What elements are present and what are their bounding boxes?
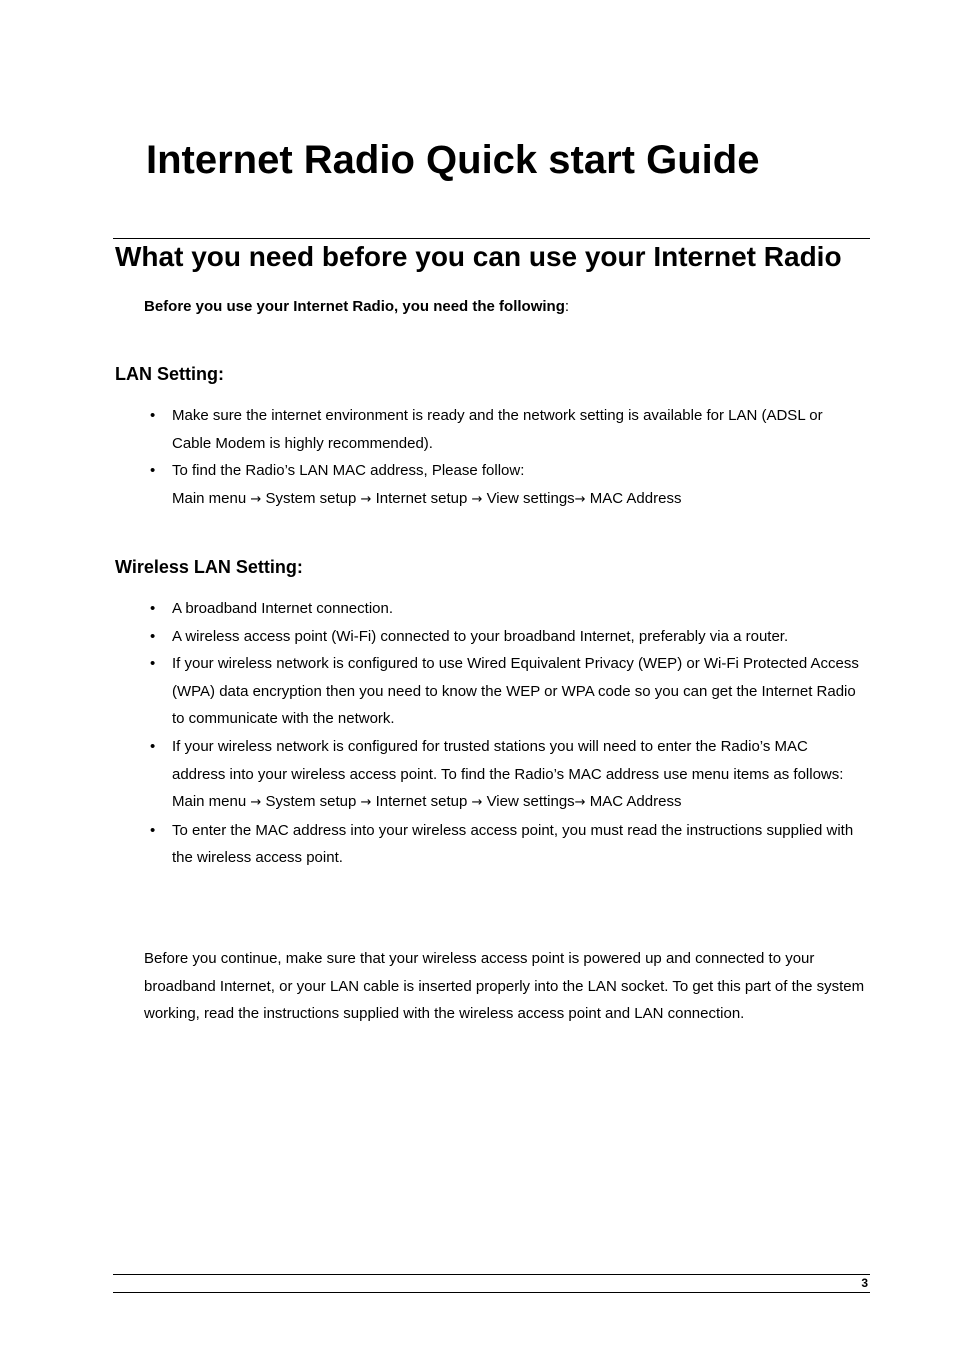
- intro-text: Before you use your Internet Radio, you need the following: [144, 298, 565, 315]
- section-title: What you need before you can use your Internet Radio: [115, 241, 842, 272]
- document-title: Internet Radio Quick start Guide: [146, 138, 760, 182]
- lan-requirements-list: [150, 402, 865, 513]
- bullet-icon: •: [150, 655, 156, 673]
- list-item-text: To enter the MAC address into your wireless access point, you must read the instructions supplied with the wireless access point.: [172, 821, 854, 867]
- menu-path-step: Main menu: [172, 793, 247, 811]
- list-item: [150, 402, 865, 457]
- bullet-icon: •: [150, 737, 156, 755]
- menu-path-step: System setup: [265, 489, 357, 507]
- intro-line: [144, 297, 569, 317]
- arrow-right-icon: →: [250, 795, 262, 811]
- menu-path-step: Internet setup: [375, 793, 468, 811]
- arrow-right-icon: →: [360, 491, 372, 507]
- arrow-right-icon: →: [471, 795, 483, 811]
- section-divider: [113, 238, 870, 239]
- list-item: [150, 733, 865, 817]
- list-item: [150, 650, 865, 733]
- closing-paragraph: Before you continue, make sure that your wireless access point is powered up and connected to your broadband Internet, or your LAN cable is inserted properly into the LAN socket. To get this part of the system working, read the instructions supplied with the wireless access point and LAN connection.: [144, 950, 865, 1023]
- list-item: [150, 595, 865, 623]
- wireless-lan-setting-heading: Wireless LAN Setting:: [115, 557, 303, 577]
- bullet-icon: •: [150, 600, 156, 617]
- list-item-text: If your wireless network is configured to use Wired Equivalent Privacy (WEP) or Wi-Fi Protected Access (WPA) data encryption then you need to know the WEP or WPA code so you can get the Internet Radio to communicate with the network.: [172, 655, 859, 728]
- wireless-requirements-list: [150, 595, 865, 872]
- bullet-icon: •: [150, 462, 156, 480]
- arrow-right-icon: →: [360, 795, 372, 811]
- arrow-right-icon: →: [471, 491, 483, 507]
- list-item: [150, 457, 865, 513]
- list-item-text: A broadband Internet connection.: [172, 600, 394, 617]
- footer-divider-bottom: [113, 1292, 870, 1293]
- menu-path-step: Main menu: [172, 489, 247, 507]
- menu-path: [172, 788, 865, 817]
- menu-path: [172, 485, 865, 514]
- menu-path-step: Internet setup: [375, 489, 468, 507]
- list-item-text: If your wireless network is configured for trusted stations you will need to enter the Radio’s MAC address into your wireless access point. To find the Radio’s MAC address use menu items as follows:: [172, 737, 844, 783]
- menu-path-step: System setup: [265, 793, 357, 811]
- bullet-icon: •: [150, 407, 156, 424]
- arrow-right-icon: →: [574, 795, 586, 811]
- arrow-right-icon: →: [250, 491, 262, 507]
- menu-path-step: View settings: [486, 489, 575, 507]
- menu-path-step: MAC Address: [589, 489, 682, 507]
- lan-setting-heading: LAN Setting:: [115, 364, 224, 384]
- bullet-icon: •: [150, 627, 156, 645]
- list-item: [150, 623, 865, 651]
- list-item-text: A wireless access point (Wi-Fi) connected to your broadband Internet, preferably via a router.: [172, 627, 789, 645]
- list-item-text: Make sure the internet environment is ready and the network setting is available for LAN (ADSL or Cable Modem is highly recommended).: [172, 407, 823, 452]
- page-number: 3: [861, 1276, 868, 1290]
- menu-path-step: View settings: [486, 793, 575, 811]
- menu-path-step: MAC Address: [589, 793, 682, 811]
- list-item: [150, 817, 865, 872]
- list-item-text: To find the Radio’s LAN MAC address, Please follow:: [172, 462, 525, 480]
- intro-colon: :: [564, 298, 570, 315]
- footer-divider-top: [113, 1274, 870, 1275]
- arrow-right-icon: →: [574, 491, 586, 507]
- bullet-icon: •: [150, 821, 156, 839]
